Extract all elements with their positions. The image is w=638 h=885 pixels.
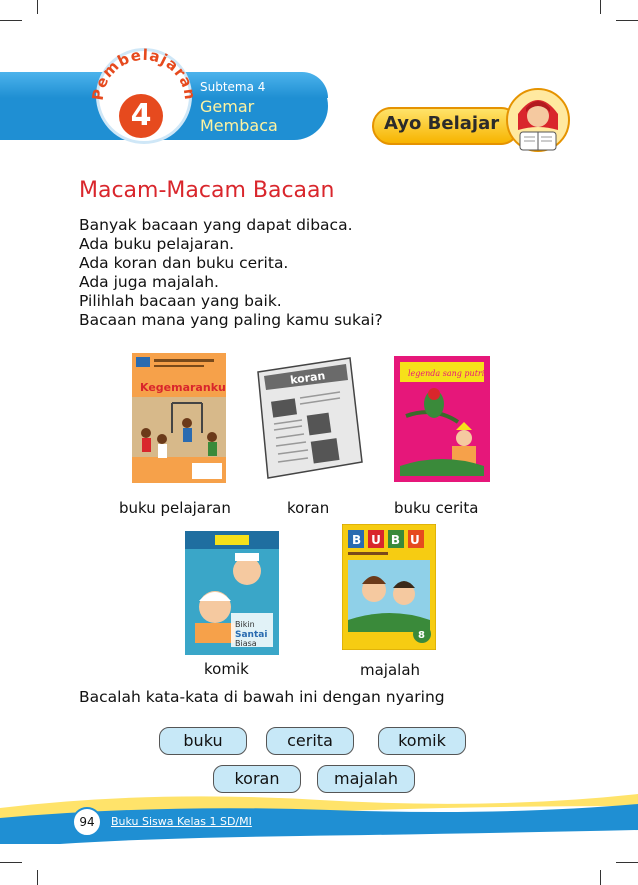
badge-word: Pembelajaran [88, 45, 200, 102]
crop-mark [0, 20, 22, 21]
svg-text:Santai: Santai [235, 630, 268, 640]
majalah-issue: 8 [418, 630, 425, 641]
footer-book-title: Buku Siswa Kelas 1 SD/MI [111, 815, 252, 828]
komik-image [185, 531, 279, 655]
word-pill: komik [378, 727, 466, 755]
intro-paragraph [79, 216, 383, 330]
buku-cerita-image [394, 356, 490, 482]
koran-masthead: koran [289, 369, 327, 387]
crop-mark [600, 870, 601, 885]
ayo-belajar-text: Ayo Belajar [384, 113, 500, 134]
majalah-image [342, 524, 436, 650]
crop-mark [616, 20, 638, 21]
koran-image [254, 354, 366, 484]
subtema-label: Subtema 4 [200, 80, 266, 94]
caption-buku-pelajaran: buku pelajaran [119, 499, 231, 517]
word-pill: majalah [317, 765, 415, 793]
svg-text:Bikin: Bikin [235, 620, 255, 629]
paragraph-line: Pilihlah bacaan yang baik. [79, 292, 282, 310]
word-pill: buku [159, 727, 247, 755]
paragraph-line: Ada juga majalah. [79, 273, 219, 291]
crop-mark [616, 862, 638, 863]
word-pill: cerita [266, 727, 354, 755]
subtema-title: Gemar Membaca [200, 97, 278, 135]
word-pill: koran [213, 765, 301, 793]
page-number: 94 [72, 807, 102, 837]
section-title: Macam-Macam Bacaan [79, 178, 335, 203]
crop-mark [37, 0, 38, 14]
crop-mark [0, 862, 22, 863]
crop-mark [37, 870, 38, 885]
paragraph-line: Banyak bacaan yang dapat dibaca. [79, 216, 353, 234]
caption-koran: koran [287, 499, 330, 517]
crop-mark [600, 0, 601, 14]
caption-majalah: majalah [360, 661, 421, 679]
svg-text:Biasa: Biasa [235, 639, 257, 648]
buku-cerita-cover-title: legenda sang putri [408, 369, 485, 378]
instruction: Bacalah kata-kata di bawah ini dengan nyaring [79, 688, 445, 706]
caption-komik: komik [204, 660, 249, 678]
reading-girl-icon [504, 84, 572, 164]
buku-pelajaran-image [132, 353, 226, 483]
paragraph-line: Ada buku pelajaran. [79, 235, 235, 253]
paragraph-line: Bacaan mana yang paling kamu sukai? [79, 311, 383, 329]
buku-pelajaran-cover-title: Kegemaranku [140, 381, 226, 394]
paragraph-line: Ada koran dan buku cerita. [79, 254, 289, 272]
majalah-title: BUBU [352, 533, 430, 547]
lesson-number: 4 [119, 94, 163, 138]
caption-buku-cerita: buku cerita [394, 499, 479, 517]
